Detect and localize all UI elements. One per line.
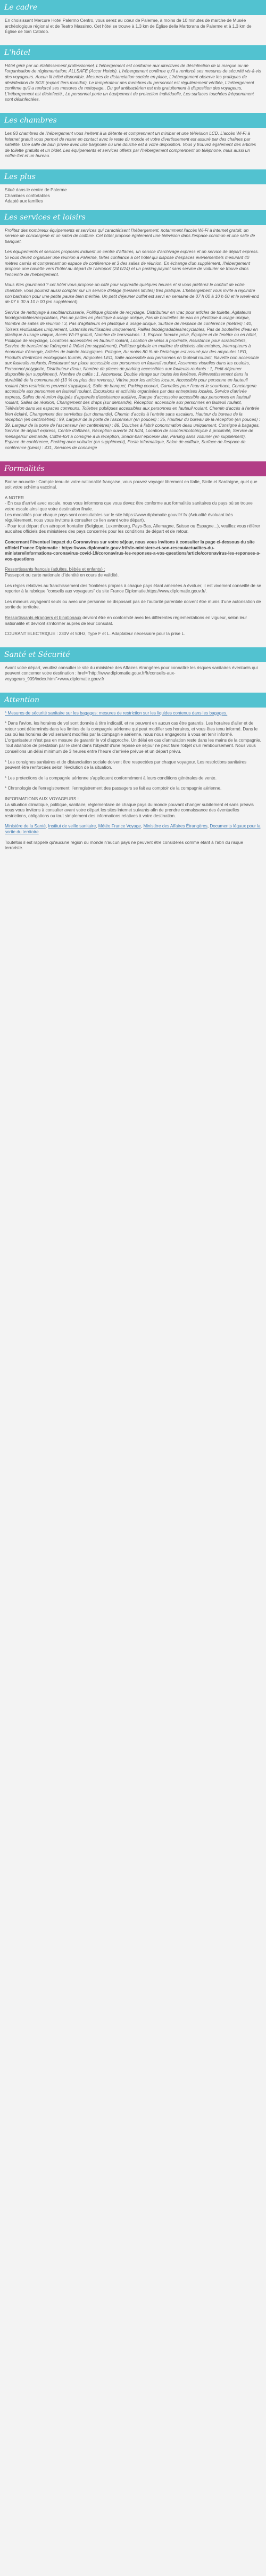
section-body-cadre (0, 15, 266, 45)
sante-text: Avant votre départ, veuillez consulter le site du ministère des Affaires étrangères pour connaître les risques sanitaires éventuels qui peuvent concerner votre destination : href="http://www.diplomatie.gouv.fr/fr/conseils-aux-voyageurs_909/index.html">www.diplomatie.gouv.fr (5, 665, 258, 681)
attention-line: * Les protections de la compagnie aérienne s'appliquent conformément à leurs conditions générales de vente. (5, 775, 217, 781)
plus-item: Situé dans le centre de Palerme (5, 187, 67, 192)
foreign-body: devront être en conformité avec les différentes réglementations en vigueur, selon leur nationalité et devront s'informer auprès de leur consulat. (5, 615, 247, 626)
link-veille-sanitaire[interactable]: Institut de veille sanitaire (48, 824, 96, 829)
hotel-text: Hôtel géré par un établissement professionnel, L'hébergement est conforme aux directives de désinfection de la marque ou de l'organisation de réglementation, ALLSAFE (Accor Hotels). L'hébergement confirme qu'il a renforcé ses mesures de sécurité vis-à-vis des voyageurs. Aucun lit bébé disponible. Mesures de distanciation sociale en place, L'hébergement observe les pratiques de désinfection de SGS (expert tiers mondial). Le températeur des membres du personnel est régulièrement vérifiée, L'hébergement confirme qu'il a renforcé ses mesures de nettoyage., Du gel antibactérien est mis gratuitement à disposition des voyageurs, L'hébergement est désinfecté., Le personnel porte un équipement de protection individuelle, Les surfaces touchées fréquemment sont désinfectées. (5, 63, 261, 102)
services-paragraph: Vous êtes gourmand ? cet hôtel vous propose un café pour vopreatte quelques heures et si vous préférez le confort de votre chambre, vous pourrez aussi compter sur un service d'étage (heraires limités) très pratique. L'hébergement vous invite à rejoindre son bar/salon pour une petite pause bien méritée. Un petit déjeuner buffet est servi en semaine de 07 h 00 à 10 h 00 et le week-end de 07 h 00 à 10 h 00 (en supplément). (5, 282, 259, 305)
section-body-chambres (0, 128, 266, 169)
formalites-intro: Bonne nouvelle : Compte tenu de votre nationalité française, vous pouvez voyager librement en Italie, Sicile et Sardaigne, quel que soit votre schéma vaccinal. (5, 479, 257, 490)
section-header-services (0, 210, 266, 225)
section-body-hotel (0, 60, 266, 113)
attention-line[interactable]: * Mesures de sécurité sanitaire sur les bagages: mesures de restriction sur les liquides contenus dans les bagages. (5, 710, 228, 716)
note-line: - En cas d'arrivé avec escale, nous vous informons que vous devez être conforme aux formalités sanitaires du pays où se trouve votre escale ainsi que votre destination finale. (5, 501, 253, 512)
section-title: Formalités (4, 464, 45, 473)
section-body-services (0, 225, 266, 461)
attention-line: * Les consignes sanitaires et de distanciation sociale doivent être respectées par chaque voyageur. Les restrictions sanitaires peuvent être renforcées selon l'évolution de la situation. (5, 759, 247, 770)
section-header-chambres (0, 113, 266, 128)
section-body-attention: * Mesures de sécurité sanitaire sur les bagages: mesures de restriction sur les liquides contenus dans les bagages. * Dans l'avion, les horaires de vol sont donnés à titre indicatif, et ne peuvent en aucun cas être garantis. Les horaires d'aller et de retour sont déterminés dans les limites de la compagnie aérienne qui peut modifier ses horaires, et vous êtes tenu informé. Dans le cas où les horaires de vol seraient modifiés par la compagnie aérienne, nous nous engageons à vous en tenir informé. L'organisateur n'est pas en mesure de garantir le vol d'approche. Un délai en cas d'annulation reste dans les mains de la compagnie. Tout abandon de prestation par le client dans l'objectif d'une reprise de séjour ne peut faire l'objet d'un remboursement. Nous vous conseillons un délai minimum de 3 heures entre l'heure d'arrivée prévue et un départ prévu. * Les consignes sanitaires et de distanciation sociale doivent être respectées par chaque voyageur. Les restrictions sanitaires peuvent être renforcées selon l'évolution de la situation. * Les protections de la compagnie aérienne s'appliquent conformément à leurs conditions générales de vente. * Chronologie de l'enregistrement: l'enregistrement des passagers se fait au comptoir de la compagnie aérienne. INFORMATIONS AUX VOYAGEURS : La situation climatique, politique, sanitaire, réglementaire de chaque pays du monde pouvant changer subitement et sans préavis nous vous invitons à consulter avant votre départ les sites internet suivants afin de prendre connaissance des éventuelles restrictions, obligations ou tout simplement des informations relatives à votre destination. Ministère de la Santé, Institut de veille sanitaire, Météo France Voyage, Ministère des Affaires Étrangères, Documents légaux pour la sortie du territoire Toutefois il est rappelé qu'aucune région du monde n'aucun pays ne peuvent être considérés comme étant à l'abri du risque terroriste. (5, 710, 261, 851)
info-title: INFORMATIONS AUX VOYAGEURS : (5, 797, 79, 802)
link-meteo-france[interactable]: Météo France Voyage (98, 824, 141, 829)
section-body-plus (0, 184, 266, 210)
section-title: L'hôtel (4, 48, 30, 57)
section-header-attention (0, 693, 266, 708)
section-title: Les plus (4, 172, 36, 181)
section-title: Les services et loisirs (4, 213, 86, 222)
passports-text: Passeport ou carte nationale d'identité en cours de validité. (5, 572, 119, 578)
section-body-formalites (0, 476, 266, 647)
section-body-sante (0, 662, 266, 693)
section-header-hotel (0, 45, 266, 60)
passports-title: Ressortissants français (adultes, bébés et enfants) : (5, 567, 105, 572)
coronavirus-notice: Concernant l'éventuel impact du Coronavirus sur votre séjour, nous vous invitons à consulter la page ci-dessous du site officiel France Diplomatie : https://www.diplomatie.gouv.fr/fr/le-ministere-et-son-reseau/actualites-du-ministere/informations-coronavirus-covid-19/coronavirus-les-reponses-a-vos-questions/article/coronavirus-les-reponses-a-vos-questions (5, 540, 261, 562)
current-text: COURANT ELECTRIQUE : 230V et 50Hz, Type F et L. Adaptateur nécessaire pour la prise L. (5, 631, 186, 637)
note-line: Les modalités pour chaque pays sont consultables sur le site https://www.diplomatie.gouv.fr/ fr/ (Actualité évoluant très régulièrement, nous vous invitons à consulter ce lien avant votre départ). (5, 512, 233, 523)
page (0, 0, 266, 862)
footer-text: Toutefois il est rappelé qu'aucune région du monde n'aucun pays ne peuvent être considérés comme étant à l'abri du risque terroriste. (5, 840, 244, 851)
foreign-title: Ressortissants étrangers et binationaux (5, 615, 81, 620)
services-paragraph: Profitez des nombreux équipements et services qui caractérisent l'hébergement, notamment l'accès Wi-Fi à Internet gratuit, un service de conciergerie et un salon de coiffure. Cet hôtel propose également une télévision dans l'espace commun et une salle de banquet. (5, 227, 255, 244)
rules-text: Les règles relatives au franchissement des frontières propres à chaque pays étant amenées à évoluer, il est vivement conseillé de se reporter à la rubrique "conseils aux voyageurs" du site France Diplomatie,https://www.diplomatie.gouv.fr/. (5, 583, 261, 594)
section-title: Le cadre (4, 3, 38, 12)
chambres-text: Les 93 chambres de l'hébergement vous invitent à la détente et comprennent un minibar et une télévision LCD. L'accès Wi-Fi à Internet gratuit vous permet de rester en contact avec le reste du monde et votre divertissement est assuré par des chaînes par satellite. Une salle de bain privée avec une baignoire ou une douche est à votre disposition. Vous y trouvez également des articles de toilette gratuits et un bidet. Les équipements et services offerts par l'hébergement comprennent un téléphone, mais aussi un coffre-fort et un bureau. (5, 131, 256, 159)
plus-item: Adapté aux familles (5, 199, 43, 204)
attention-line: * Dans l'avion, les horaires de vol sont donnés à titre indicatif, et ne peuvent en aucun cas être garantis. Les horaires d'aller et de retour sont déterminés dans les limites de la compagnie aérienne qui peut modifier ses horaires, et vous êtes tenu informé. Dans le cas où les horaires de vol seraient modifiés par la compagnie aérienne, nous nous engageons à vous en tenir informé. L'organisateur n'est pas en mesure de garantir le vol d'approche. Un délai en cas d'annulation reste dans les mains de la compagnie. Tout abandon de prestation par le client dans l'objectif d'une reprise de séjour ne peut faire l'objet d'un remboursement. Nous vous conseillons un délai minimum de 3 heures entre l'heure d'arrivée prévue et un départ prévu. (5, 721, 261, 754)
plus-item: Chambres confortables (5, 193, 50, 198)
link-ministere-sante[interactable]: Ministère de la Santé (5, 824, 46, 829)
foreign-text (5, 615, 261, 627)
section-header-sante (0, 647, 266, 662)
section-title: Attention (4, 695, 39, 704)
info-text: La situation climatique, politique, sanitaire, réglementaire de chaque pays du monde pouvant changer subitement et sans préavis nous vous invitons à consulter avant votre départ les sites internet suivants afin de prendre connaissance des éventuelles restrictions, obligations ou tout simplement des informations relatives à votre destination. (5, 802, 254, 818)
note-line: - Pour tout départ d'un aéroport frontalier (Belgique, Luxembourg, Pays-Bas, Allemagne, Suisse ou Espagne...), veuillez vous référer aux sites officiels des ministères des pays concernés pour les conditions de départ et de retour. (5, 523, 260, 534)
link-affaires-etrangeres[interactable]: Ministère des Affaires Étrangères (143, 824, 207, 829)
note-title: A NOTER (5, 495, 24, 500)
minors-text: Les mineurs voyageant seuls ou avec une personne ne disposant pas de l'autorité parentale doivent être munis d'une autorisation de sortie de territoire. (5, 599, 261, 610)
section-header-cadre (0, 0, 266, 15)
attention-line: * Chronologie de l'enregistrement: l'enregistrement des passagers se fait au comptoir de la compagnie aérienne. (5, 786, 222, 791)
section-header-plus (0, 169, 266, 184)
section-title: Santé et Sécurité (4, 650, 70, 659)
cadre-text: En choisissant Mercure Hotel Palermo Centro, vous serez au cœur de Palerme, à moins de 10 minutes de marche de Musée archéologique régional et de Teatro Massimo. Cet hôtel se trouve à 1,3 km de Église della Martorana de Palerme et à 1,3 km de Église de San Cataldo. (5, 18, 252, 35)
link-documents-legaux[interactable]: Documents légaux pour la sortie du territoire (5, 824, 261, 834)
services-paragraph: Service de nettoyage à sec/blanchisserie, Politique globale de recyclage. Distributeur en vrac pour articles de toilette, Agitateurs biodégradables/recyclables, Pas de pailles en plastique à usage unique, Pas de bouteilles de eau en plastique à usage unique, Nombre de salles de réunion : 3, Pas d'agitateurs en plastique à usage unique, Surface de l'espace de conférence (mètres) : 40, Toisers réutilisables uniquement, Ustensils réutilisables uniquement, Pailles biodégradables/recyclables, Pas de bouteilles d'eau en plastique à usage unique, Accès Wi-Fi gratuit, Nombre de bars/salons : 1, Espace famaire privé, Équipée et de fenêtre ou en hôtel, Politique de recyclage, Locations accessibles en fauteuil roulant, Location de vélos à proximité, Assistance pour scrabs/bilets, Service de transfert de l'aéroport à l'hôtel (en supplément), Politique globale en matière de déchets alimentaires, Interrupteurs à économie d'énergie, Articles de toilette biologiques. Pologne, Au moins 80 % de l'éclairage est assuré par des ampoules LED, Produits d'entretien écologiques fournis, Ampoules LED, Salle accessible aux personnes en fauteuil roulant, Navette non accessible aux fauteuils roulants, Restaurant sur place accessible aux personnes en fauteuil roulant, Assermes visuelles dans les couloirs, Personnel polyglotte, Distributeur d'eau, Nombre de places de parking accessibles aux fauteuils roulants : 1, Petit-déjeuner disponible (en supplément), Nombre de cafés : 1, Ascenseur, Double vitrage sur toutes les fenêtres, Réinvestissement dans la durabilité de la communauté (10 % ou plus des revenus), Vitrine pour les articles locaux, Accessible pour personne en fauteuil roulant (des restrictions peuvent s'appliquer), Salle de banquet, Parking couvert, Garnelles pour l'eau et le sourrhace, Conciergerie accessible aux personnes en fauteuil roulant, Excursions et activités organisées par des entreprises locales, Service d'arrivée express, Salles de réunion équipés d'appareils d'assistance auditive, Rampe d'accessoire accessible aux personnes en fauteuil roulant, Salles de réunion, Changement des draps (sur demande), Réception accessible aux personnes en fauteuil roulant, Télévision dans les espaces communs, Toilettes publiques accessibles aux personnes en fauteuil roulant, Chemin d'accès à l'entrée bien éclairé, Changement des serviettes (sur demande), Chemin d'accès à l'entrée sans escaliers, Hauteur du bureau de la réception (en centimètres) : 99, Largeur de la porte de l'ascenseur (en pouces) : 35, Hauteur du bureau de la réception (en pouces) : 39, Largeur de la porte de l'ascenseur (en centimètres) : 89, Douches à l'abri/ conommation deau uniquement, Consigne à bagages, Service de départ express, Centre d'affaires, Réception ouverte 24 h/24, Location de scooter/motobicycle à proximité, Service de ménage/sur demande, Coffre-fort à consigne à la réception, Snack-bar/ épicerie/ Bar, Parking sans voiturier (en supplément), Espace de conférence, Parking avec voiturier (en supplément), Poste informatique, Salon de coiffure, Surface de l'espace de conférence (pieds) : 431, Services de concierge (5, 310, 260, 451)
section-header-formalites (0, 461, 266, 476)
services-paragraph: Les équipements et services proposés incluent un centre d'affaires, un service d'archivage express et un service de départ express. Si vous devez organiser une réunion à Palerme, faites confiance à cet hôtel qui dispose d'espaces événementiels mesurant 40 mètres carrés et comprenant un espace de conférence et 3 des salles de réunion. En échange d'un supplément, l'hébergement propose une navette vers l'hôtel au départ de l'aéroport (24 h/24) et un parking payant sans service de voiturier se trouve dans l'enceinte de l'hébergement. (5, 249, 259, 277)
section-title: Les chambres (4, 116, 57, 125)
